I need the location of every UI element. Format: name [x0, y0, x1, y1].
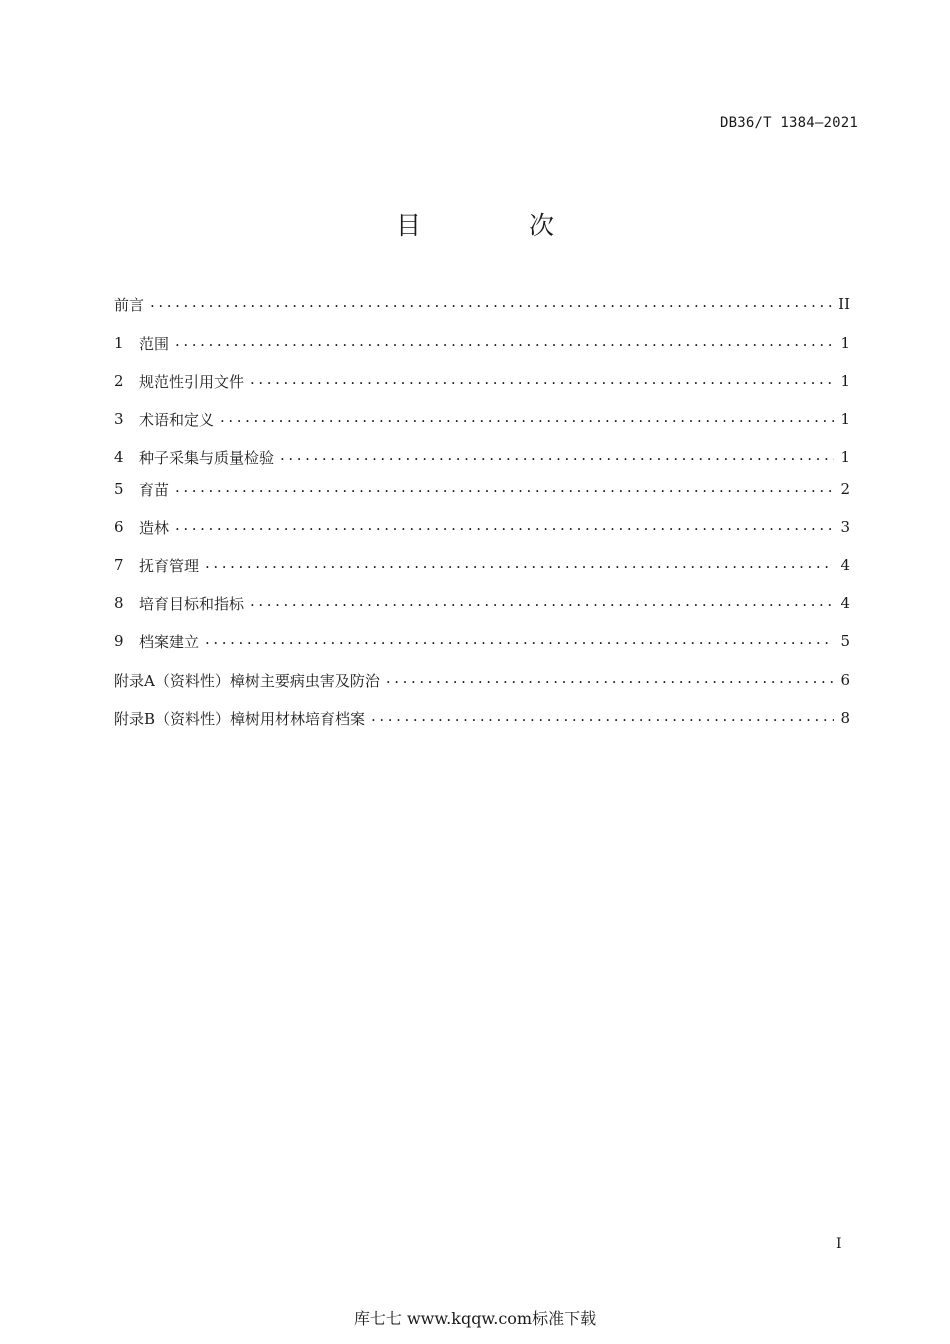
- toc-entry-seedling[interactable]: [114, 478, 850, 500]
- page-number: I: [836, 1236, 842, 1252]
- toc-entry-page: 4: [840, 556, 850, 574]
- toc-entry-title: 规范性引用文件: [139, 372, 245, 391]
- toc-entry-number: 7: [114, 556, 124, 574]
- toc-entry-appendix-b[interactable]: [114, 707, 850, 729]
- toc-entry-number: 5: [114, 480, 124, 498]
- toc-entry-title: 种子采集与质量检验: [139, 448, 275, 467]
- toc-entry-normative-references[interactable]: [114, 370, 850, 392]
- toc-entry-number: 9: [114, 632, 124, 650]
- toc-entry-title: 档案建立: [139, 632, 200, 651]
- toc-leader-dots: [205, 554, 834, 572]
- toc-entry-foreword[interactable]: [114, 293, 850, 315]
- toc-entry-title: 前言: [114, 295, 145, 314]
- toc-leader-dots: [250, 370, 834, 388]
- toc-entry-title: 育苗: [139, 480, 170, 499]
- toc-entry-appendix-a[interactable]: [114, 669, 850, 691]
- toc-entry-number: 1: [114, 334, 124, 352]
- toc-entry-number: 2: [114, 372, 124, 390]
- toc-leader-dots: [386, 669, 834, 687]
- toc-entry-targets[interactable]: [114, 592, 850, 614]
- toc-leader-dots: [150, 293, 834, 311]
- toc-entry-tending[interactable]: [114, 554, 850, 576]
- toc-entry-number: 4: [114, 448, 124, 466]
- toc-entry-page: 5: [840, 632, 850, 650]
- toc-entry-page: 1: [840, 372, 850, 390]
- toc-entry-page: 1: [840, 448, 850, 466]
- footer-watermark: 库七七 www.kqqw.com标准下载: [353, 1309, 597, 1328]
- toc-entry-seed-collection[interactable]: [114, 446, 850, 468]
- toc-entry-number: 8: [114, 594, 124, 612]
- toc-leader-dots: [175, 516, 834, 534]
- toc-entry-page: 3: [840, 518, 850, 536]
- toc-entry-title: 术语和定义: [139, 410, 215, 429]
- toc-leader-dots: [250, 592, 834, 610]
- toc-leader-dots: [175, 478, 834, 496]
- toc-entry-number: 3: [114, 410, 124, 428]
- toc-entry-title: 造林: [139, 518, 170, 537]
- toc-leader-dots: [205, 630, 834, 648]
- toc-entry-title: 附录A（资料性）樟树主要病虫害及防治: [114, 671, 380, 690]
- toc-entry-page: 1: [840, 334, 850, 352]
- toc-entry-title: 范围: [139, 334, 170, 353]
- page-title: 目 次: [396, 211, 604, 240]
- toc-entry-afforestation[interactable]: [114, 516, 850, 538]
- toc-entry-title: 附录B（资料性）樟树用材林培育档案: [114, 709, 366, 728]
- toc-entry-terms[interactable]: [114, 408, 850, 430]
- toc-entry-page: II: [838, 295, 850, 313]
- toc-entry-number: 6: [114, 518, 124, 536]
- toc-leader-dots: [220, 408, 834, 426]
- toc-entry-page: 6: [840, 671, 850, 689]
- toc-entry-page: 4: [840, 594, 850, 612]
- toc-entry-page: 8: [840, 709, 850, 727]
- toc-entry-page: 1: [840, 410, 850, 428]
- toc-entry-title: 培育目标和指标: [139, 594, 245, 613]
- toc-leader-dots: [280, 446, 834, 464]
- toc-entry-archives[interactable]: [114, 630, 850, 652]
- toc-entry-title: 抚育管理: [139, 556, 200, 575]
- toc-leader-dots: [175, 332, 834, 350]
- toc-entry-page: 2: [840, 480, 850, 498]
- toc-leader-dots: [371, 707, 834, 725]
- toc-entry-scope[interactable]: [114, 332, 850, 354]
- document-code: DB36/T 1384—2021: [719, 115, 858, 131]
